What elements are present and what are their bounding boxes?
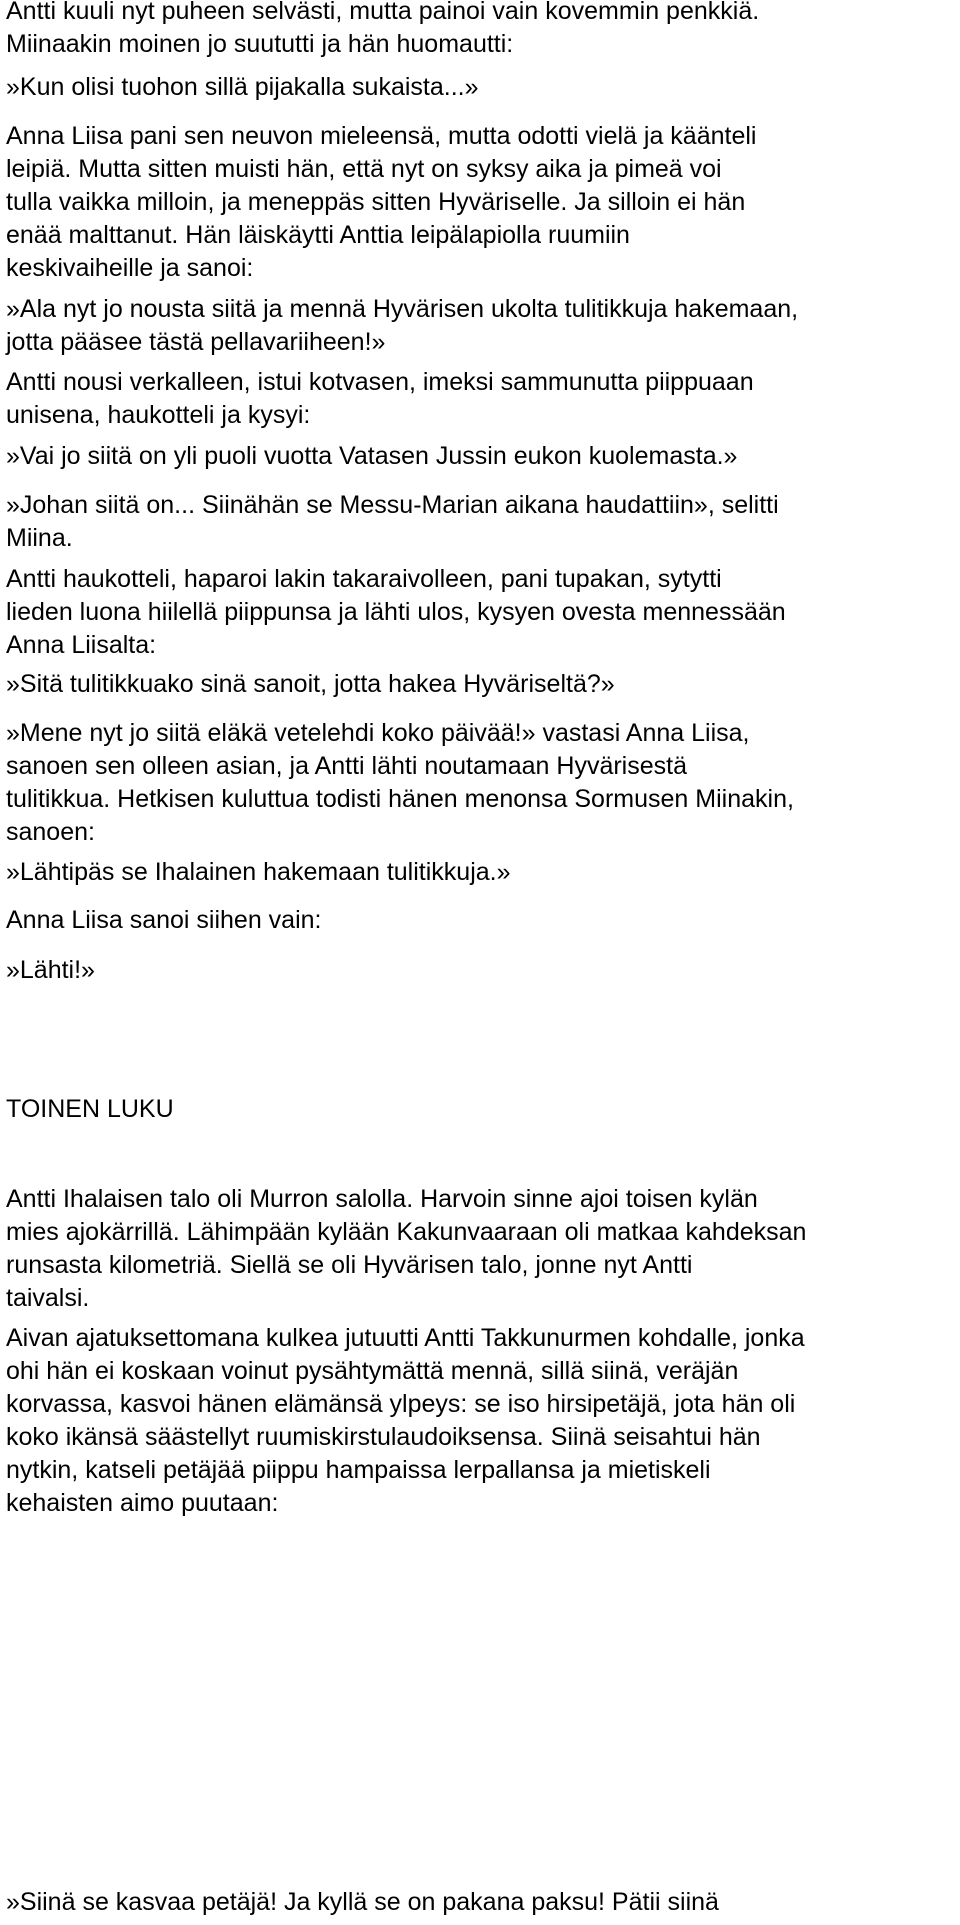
text-line: Anna Liisalta: (6, 631, 157, 659)
paragraph-15 (6, 1322, 956, 1520)
text-line: »Lähti!» (6, 956, 95, 984)
text-line: »Ala nyt jo nousta siitä ja mennä Hyvärisen ukolta tulitikkuja hakemaan, (6, 295, 799, 323)
paragraph-11 (6, 856, 956, 889)
text-line: ohi hän ei koskaan voinut pysähtymättä mennä, sillä siinä, veräjän (6, 1357, 739, 1385)
paragraph-10 (6, 717, 956, 849)
text-line: Anna Liisa pani sen neuvon mieleensä, mutta odotti vielä ja käänteli (6, 122, 757, 150)
text-line: »Lähtipäs se Ihalainen hakemaan tulitikkuja.» (6, 858, 511, 886)
text-line: »Johan siitä on... Siinähän se Messu-Marian aikana haudattiin», selitti (6, 491, 779, 519)
paragraph-1 (6, 0, 956, 61)
paragraph-5 (6, 366, 956, 432)
text-line: runsasta kilometriä. Siellä se oli Hyvärisen talo, jonne nyt Antti (6, 1251, 693, 1279)
text-line: tulla vaikka milloin, ja meneppäs sitten Hyväriselle. Ja silloin ei hän (6, 188, 746, 216)
text-line: Antti Ihalaisen talo oli Murron salolla. Harvoin sinne ajoi toisen kylän (6, 1185, 758, 1213)
text-line: »Siinä se kasvaa petäjä! Ja kyllä se on pakana paksu! Pätii siinä (6, 1888, 719, 1916)
text-line: Aivan ajatuksettomana kulkea jutuutti Antti Takkunurmen kohdalle, jonka (6, 1324, 805, 1352)
text-line: leipiä. Mutta sitten muisti hän, että nyt on syksy aika ja pimeä voi (6, 155, 722, 183)
text-line: enää malttanut. Hän läiskäytti Anttia leipälapiolla ruumiin (6, 221, 630, 249)
paragraph-2 (6, 71, 956, 104)
text-line: nytkin, katseli petäjää piippu hampaissa lerpallansa ja mietiskeli (6, 1456, 711, 1484)
text-line: mies ajokärrillä. Lähimpään kylään Kakunvaaraan oli matkaa kahdeksan (6, 1218, 807, 1246)
paragraph-16 (6, 1886, 956, 1919)
paragraph-8 (6, 563, 956, 662)
text-line: taivalsi. (6, 1284, 90, 1312)
text-line: Miinaakin moinen jo suututti ja hän huomautti: (6, 30, 514, 58)
text-line: Antti haukotteli, haparoi lakin takaraivolleen, pani tupakan, sytytti (6, 565, 722, 593)
paragraph-7 (6, 489, 956, 555)
chapter-heading (6, 1093, 956, 1126)
text-line: »Mene nyt jo siitä eläkä vetelehdi koko päivää!» vastasi Anna Liisa, (6, 719, 750, 747)
paragraph-13 (6, 954, 956, 987)
text-line: keskivaiheille ja sanoi: (6, 254, 254, 282)
paragraph-3 (6, 120, 956, 285)
text-line: kehaisten aimo puutaan: (6, 1489, 279, 1517)
paragraph-14 (6, 1183, 956, 1315)
text-line: unisena, haukotteli ja kysyi: (6, 401, 311, 429)
paragraph-9 (6, 668, 956, 701)
text-line: »Vai jo siitä on yli puoli vuotta Vatasen Jussin eukon kuolemasta.» (6, 442, 738, 470)
paragraph-12 (6, 904, 956, 937)
text-line: korvassa, kasvoi hänen elämänsä ylpeys: se iso hirsipetäjä, jota hän oli (6, 1390, 796, 1418)
text-line: »Sitä tulitikkuako sinä sanoit, jotta hakea Hyväriseltä?» (6, 670, 615, 698)
text-line: Miina. (6, 524, 73, 552)
text-line: tulitikkua. Hetkisen kuluttua todisti hänen menonsa Sormusen Miinakin, (6, 785, 794, 813)
text-line: sanoen: (6, 818, 95, 846)
text-line: Antti kuuli nyt puheen selvästi, mutta painoi vain kovemmin penkkiä. (6, 0, 760, 25)
paragraph-6 (6, 440, 956, 473)
text-line: Anna Liisa sanoi siihen vain: (6, 906, 322, 934)
paragraph-4 (6, 293, 956, 359)
text-line: jotta pääsee tästä pellavariiheen!» (6, 328, 386, 356)
text-line: »Kun olisi tuohon sillä pijakalla sukaista...» (6, 73, 479, 101)
text-line: Antti nousi verkalleen, istui kotvasen, imeksi sammunutta piippuaan (6, 368, 754, 396)
text-line: sanoen sen olleen asian, ja Antti lähti noutamaan Hyvärisestä (6, 752, 687, 780)
text-line: lieden luona hiilellä piippunsa ja lähti ulos, kysyen ovesta mennessään (6, 598, 786, 626)
text-line: koko ikänsä säästellyt ruumiskirstulaudoiksensa. Siinä seisahtui hän (6, 1423, 761, 1451)
chapter-title: TOINEN LUKU (6, 1095, 174, 1123)
